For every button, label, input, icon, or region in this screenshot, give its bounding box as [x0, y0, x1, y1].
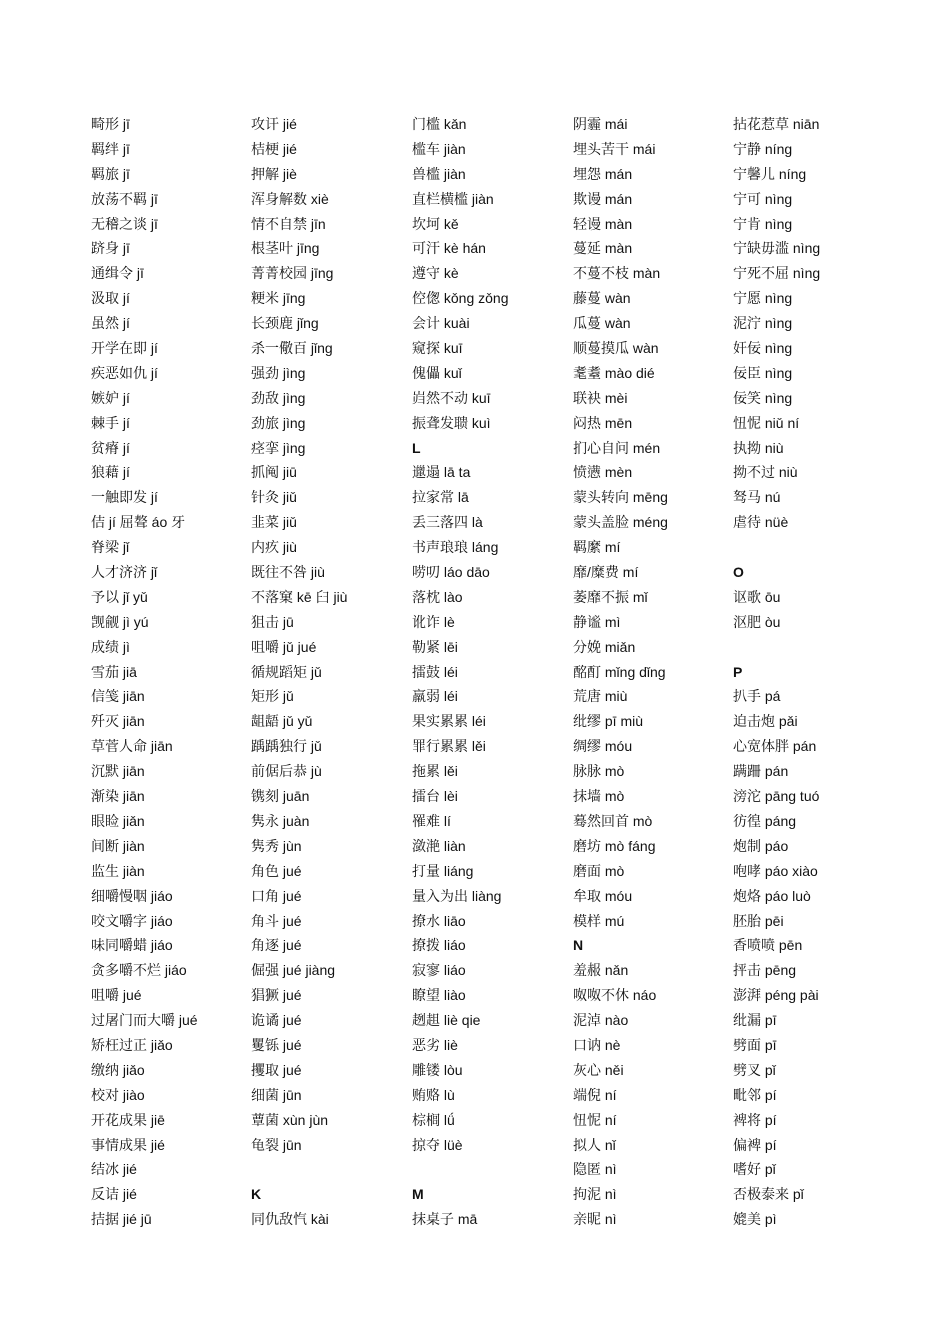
vocab-entry: 隽秀 jùn: [251, 837, 302, 854]
vocab-entry: 脉脉 mò: [573, 763, 625, 780]
vocab-entry: 拟人 nǐ: [573, 1136, 616, 1153]
vocab-entry: 执拗 niù: [733, 439, 784, 456]
vocab-entry: 予以 jǐ yǔ: [91, 588, 148, 605]
vocab-entry: 畸形 jī: [91, 116, 130, 132]
vocab-entry: 罪行累累 lěi: [412, 738, 486, 755]
vocab-entry: 跻身 jī: [91, 240, 130, 257]
vocab-entry: 趔趄 liè qie: [412, 1012, 481, 1029]
vocab-entry: 狙击 jū: [251, 613, 294, 630]
vocab-entry: 讴歌 ōu: [733, 588, 781, 605]
vocab-entry: 阴霾 mái: [573, 116, 628, 132]
vocab-entry: 擂鼓 léi: [412, 663, 458, 680]
vocab-entry: 唠叨 láo dāo: [412, 564, 490, 581]
vocab-entry: 耄耋 mào dié: [573, 364, 655, 381]
vocab-entry: 扒手 pá: [733, 688, 781, 705]
vocab-entry: 信笺 jiān: [91, 688, 145, 705]
vocab-entry: 振聋发聩 kuì: [412, 414, 491, 431]
vocab-entry: 咬文嚼字 jiáo: [91, 912, 173, 929]
letter-heading: M: [412, 1186, 424, 1203]
vocab-entry: 杀一儆百 jǐng: [251, 340, 333, 357]
vocab-entry: 菁菁校园 jīng: [251, 265, 334, 282]
vocab-entry: 纰缪 pī miù: [573, 713, 644, 730]
vocab-entry: 泥淖 nào: [573, 1012, 629, 1029]
vocab-entry: 埋头苦干 mái: [573, 140, 656, 157]
vocab-entry: 果实累累 léi: [412, 713, 486, 730]
vocab-entry: 情不自禁 jīn: [251, 215, 326, 232]
vocab-entry: 雕镂 lòu: [412, 1061, 463, 1078]
vocab-entry: 靡/糜费 mí: [573, 564, 639, 581]
letter-heading: K: [251, 1186, 262, 1203]
vocab-entry: 嗜好 pǐ: [733, 1161, 776, 1178]
vocab-entry: 不落窠 kē 臼 jiù: [251, 588, 348, 605]
vocab-entry: 倥偬 kǒng zǒng: [412, 290, 509, 307]
vocab-entry: 龟裂 jūn: [251, 1136, 302, 1153]
vocab-entry: 口角 jué: [251, 887, 302, 904]
vocab-entry: 押解 jiè: [251, 165, 297, 182]
vocab-entry: 开花成果 jiē: [91, 1111, 165, 1128]
vocab-entry: 瓜蔓 wàn: [573, 315, 631, 332]
vocab-entry: 针灸 jiǔ: [251, 489, 297, 506]
vocab-entry: 绸缪 móu: [573, 738, 633, 755]
vocab-entry: 过屠门而大嚼 jué: [91, 1012, 198, 1029]
vocab-entry: 事情成果 jié: [91, 1136, 165, 1153]
vocab-entry: 打量 liáng: [412, 862, 474, 879]
vocab-entry: 隐匿 nì: [573, 1161, 617, 1178]
vocab-entry: 缴纳 jiǎo: [91, 1061, 145, 1078]
vocab-entry: 攫取 jué: [251, 1061, 302, 1078]
vocab-entry: 拖累 lěi: [412, 763, 458, 780]
vocab-entry: 循规蹈矩 jǔ: [251, 663, 322, 680]
vocab-entry: 矫枉过正 jiǎo: [91, 1036, 173, 1053]
vocab-entry: 雪茄 jiā: [91, 663, 137, 680]
vocab-entry: 蕈菌 xùn jùn: [251, 1111, 329, 1128]
vocab-entry: 寂寥 liáo: [412, 962, 466, 979]
vocab-entry: 间断 jiàn: [91, 837, 145, 854]
vocab-entry: 口讷 nè: [573, 1036, 621, 1053]
vocab-entry: 龃龉 jǔ yǔ: [251, 713, 313, 730]
vocab-entry: 虐待 nüè: [733, 514, 789, 531]
vocab-entry: 萎靡不振 mǐ: [573, 588, 648, 605]
vocab-entry: 猖獗 jué: [251, 987, 302, 1004]
vocab-entry: 坎坷 kě: [412, 215, 459, 232]
vocab-entry: 勒紧 lēi: [412, 638, 458, 655]
entry-column-2: [251, 112, 411, 1232]
vocab-entry: 藤蔓 wàn: [573, 290, 631, 307]
vocab-entry: 扪心自问 mén: [573, 439, 661, 456]
vocab-entry: 疾恶如仇 jí: [91, 364, 158, 381]
vocab-entry: 泥泞 nìng: [733, 315, 793, 332]
vocab-entry: 反诘 jié: [91, 1186, 137, 1203]
vocab-entry: 咆哮 páo xiào: [733, 862, 818, 879]
vocab-entry: 矩形 jǔ: [251, 688, 294, 705]
vocab-entry: 无稽之谈 jī: [91, 215, 158, 232]
letter-heading: O: [733, 564, 744, 581]
vocab-entry: 会计 kuài: [412, 315, 470, 332]
vocab-entry: 宁愿 nìng: [733, 290, 793, 307]
vocab-entry: 埋怨 mán: [573, 165, 633, 182]
vocab-entry: 分娩 miǎn: [573, 638, 636, 655]
vocab-entry: 眼睑 jiǎn: [91, 812, 145, 829]
vocab-entry: 羁绊 jī: [91, 140, 130, 157]
vocab-entry: 贪多嚼不烂 jiáo: [91, 962, 187, 979]
vocab-entry: 羁旅 jī: [91, 165, 130, 182]
vocab-entry: 佞笑 nìng: [733, 389, 793, 406]
vocab-entry: 咀嚼 jǔ jué: [251, 638, 317, 655]
vocab-entry: 既往不咎 jiù: [251, 564, 325, 581]
vocab-entry: 宁肯 nìng: [733, 215, 793, 232]
vocab-entry: 窥探 kuī: [412, 340, 463, 357]
letter-heading: L: [412, 439, 421, 456]
vocab-entry: 脊梁 jǐ: [91, 539, 130, 556]
vocab-entry: 长颈鹿 jǐng: [251, 315, 319, 332]
vocab-entry: 宁静 níng: [733, 140, 793, 157]
vocab-entry: 不蔓不枝 màn: [573, 265, 661, 282]
vocab-entry: 闷热 mēn: [573, 414, 633, 431]
blank-line: [733, 635, 893, 660]
vocab-entry: 顺蔓摸瓜 wàn: [573, 340, 659, 357]
vocab-entry: 劲旅 jìng: [251, 414, 306, 431]
vocab-entry: 槛车 jiàn: [412, 140, 466, 157]
vocab-entry: 联袂 mèi: [573, 389, 628, 406]
vocab-entry: 抹墙 mò: [573, 788, 625, 805]
vocab-entry: 宁可 nìng: [733, 190, 793, 207]
vocab-entry: 掠夺 lüè: [412, 1136, 463, 1153]
vocab-entry: 恶劣 liè: [412, 1036, 458, 1053]
vocab-entry: 结冰 jié: [91, 1161, 137, 1178]
vocab-entry: 丢三落四 là: [412, 514, 483, 531]
vocab-entry: 劈面 pī: [733, 1036, 777, 1053]
vocab-entry: 香喷喷 pēn: [733, 937, 803, 954]
vocab-entry: 量入为出 liàng: [412, 887, 502, 904]
vocab-entry: 倔强 jué jiàng: [251, 962, 336, 979]
vocab-entry: 痉挛 jìng: [251, 439, 306, 456]
vocab-entry: 觊觎 jì yú: [91, 613, 149, 630]
vocab-entry: 忸怩 niǔ ní: [733, 414, 800, 431]
vocab-entry: 前倨后恭 jù: [251, 763, 322, 780]
vocab-entry: 狼藉 jí: [91, 464, 130, 481]
vocab-entry: 忸怩 ní: [573, 1111, 617, 1128]
vocab-entry: 角斗 jué: [251, 912, 302, 929]
vocab-entry: 细菌 jūn: [251, 1086, 302, 1103]
vocab-entry: 裨将 pí: [733, 1111, 777, 1128]
vocab-entry: 拉家常 lā: [412, 489, 469, 506]
vocab-entry: 亲昵 nì: [573, 1211, 617, 1228]
vocab-entry: 可汗 kè hán: [412, 240, 486, 257]
vocab-entry: 草菅人命 jiān: [91, 738, 173, 755]
vocab-entry: 奸佞 nìng: [733, 340, 793, 357]
vocab-entry: 潋滟 liàn: [412, 837, 466, 854]
vocab-entry: 滂沱 pāng tuó: [733, 788, 820, 805]
vocab-entry: 蔓延 màn: [573, 240, 633, 257]
vocab-entry: 炮制 páo: [733, 837, 789, 854]
vocab-entry: 蹒跚 pán: [733, 763, 789, 780]
vocab-entry: 贿赂 lù: [412, 1086, 455, 1103]
vocab-entry: 成绩 jì: [91, 638, 130, 655]
vocab-entry: 宁馨儿 níng: [733, 165, 807, 182]
vocab-entry: 轻谩 màn: [573, 215, 633, 232]
vocab-entry: 纰漏 pī: [733, 1012, 777, 1029]
vocab-entry: 驽马 nú: [733, 489, 781, 506]
vocab-entry: 撩拨 liáo: [412, 937, 466, 954]
vocab-entry: 抹桌子 mā: [412, 1211, 478, 1228]
vocab-entry: 同仇敌忾 kài: [251, 1211, 329, 1228]
vocab-entry: 蒙头盖脸 méng: [573, 514, 668, 531]
vocab-entry: 傀儡 kuǐ: [412, 364, 462, 381]
vocab-entry: 邋遢 lā ta: [412, 464, 471, 481]
vocab-entry: 羞赧 nǎn: [573, 962, 629, 979]
vocab-entry: 桔梗 jié: [251, 140, 297, 157]
entry-column-1: [91, 112, 251, 1232]
vocab-entry: 韭菜 jiǔ: [251, 514, 297, 531]
vocab-entry: 汲取 jí: [91, 290, 130, 307]
vocab-entry: 心宽体胖 pán: [733, 738, 817, 755]
vocab-entry: 门槛 kǎn: [412, 116, 467, 132]
vocab-entry: 迫击炮 pǎi: [733, 713, 798, 730]
vocab-entry: 校对 jiào: [91, 1086, 145, 1103]
vocab-entry: 瞭望 liào: [412, 987, 466, 1004]
vocab-entry: 镌刻 juān: [251, 788, 310, 805]
vocab-entry: 监生 jiàn: [91, 862, 145, 879]
vocab-entry: 落枕 lào: [412, 588, 463, 605]
vocab-entry: 直栏横槛 jiàn: [412, 190, 494, 207]
vocab-entry: 模样 mú: [573, 912, 625, 929]
vocab-entry: 胚胎 pēi: [733, 912, 784, 929]
vocab-entry: 沉默 jiān: [91, 763, 145, 780]
vocab-entry: 踽踽独行 jǔ: [251, 738, 322, 755]
vocab-entry: 书声琅琅 láng: [412, 539, 499, 556]
vocab-entry: 愤懑 mèn: [573, 464, 633, 481]
vocab-entry: 佶 jí 屈聱 áo 牙: [91, 514, 186, 531]
vocab-entry: 开学在即 jí: [91, 340, 158, 357]
entry-column-5: [733, 112, 893, 1232]
vocab-entry: 否极泰来 pǐ: [733, 1186, 804, 1203]
vocab-entry: 磨坊 mò fáng: [573, 837, 656, 854]
vocab-entry: 荒唐 miù: [573, 688, 628, 705]
vocab-entry: 内疚 jiù: [251, 539, 297, 556]
entry-column-3: [412, 112, 572, 1232]
blank-line: [251, 1157, 411, 1182]
vocab-entry: 粳米 jīng: [251, 290, 306, 307]
vocab-entry: 细嚼慢咽 jiáo: [91, 887, 173, 904]
vocab-entry: 羸弱 léi: [412, 688, 458, 705]
vocab-entry: 一触即发 jí: [91, 489, 158, 506]
vocab-entry: 劈叉 pǐ: [733, 1061, 776, 1078]
vocab-entry: 棘手 jí: [91, 414, 130, 431]
vocab-entry: 拗不过 niù: [733, 464, 798, 481]
vocab-entry: 牟取 móu: [573, 887, 633, 904]
vocab-entry: 羁縻 mí: [573, 539, 621, 556]
vocab-entry: 蒙头转向 mēng: [573, 489, 668, 506]
vocab-entry: 岿然不动 kuī: [412, 389, 491, 406]
vocab-entry: 撩水 liāo: [412, 912, 466, 929]
vocab-entry: 矍铄 jué: [251, 1036, 302, 1053]
vocab-entry: 渐染 jiān: [91, 788, 145, 805]
letter-heading: N: [573, 937, 584, 954]
vocab-entry: 媲美 pì: [733, 1211, 777, 1228]
vocab-entry: 歼灭 jiān: [91, 713, 145, 730]
vocab-entry: 浑身解数 xiè: [251, 190, 329, 207]
vocab-entry: 虽然 jí: [91, 315, 130, 332]
vocab-entry: 端倪 ní: [573, 1086, 617, 1103]
vocab-entry: 兽槛 jiàn: [412, 165, 466, 182]
vocab-entry: 劲敌 jìng: [251, 389, 306, 406]
vocab-entry: 抨击 pēng: [733, 962, 797, 979]
vocab-entry: 拮据 jié jū: [91, 1211, 152, 1228]
blank-line: [412, 1157, 572, 1182]
entry-column-4: [573, 112, 733, 1232]
vocab-entry: 放荡不羁 jī: [91, 190, 158, 207]
vocab-entry: 通缉令 jī: [91, 265, 144, 282]
vocab-entry: 角逐 jué: [251, 937, 302, 954]
vocab-entry: 蓦然回首 mò: [573, 812, 653, 829]
vocab-entry: 角色 jué: [251, 862, 302, 879]
vocab-entry: 灰心 něi: [573, 1061, 624, 1078]
vocab-entry: 嫉妒 jí: [91, 389, 130, 406]
vocab-entry: 酩酊 mǐng dǐng: [573, 663, 666, 680]
blank-line: [733, 535, 893, 560]
vocab-entry: 遵守 kè: [412, 265, 459, 282]
vocab-entry: 隽永 juàn: [251, 812, 310, 829]
vocab-entry: 强劲 jìng: [251, 364, 306, 381]
vocab-entry: 宁死不屈 nìng: [733, 265, 821, 282]
vocab-entry: 罹难 lí: [412, 812, 451, 829]
vocab-entry: 味同嚼蜡 jiáo: [91, 937, 173, 954]
vocab-entry: 磨面 mò: [573, 862, 625, 879]
vocab-entry: 欺谩 mán: [573, 190, 633, 207]
vocab-entry: 彷徨 páng: [733, 812, 797, 829]
vocab-entry: 拈花惹草 niān: [733, 116, 820, 132]
vocab-entry: 炮烙 páo luò: [733, 887, 811, 904]
vocab-entry: 沤肥 òu: [733, 613, 781, 630]
vocab-entry: 抓阄 jiū: [251, 464, 297, 481]
vocab-entry: 擂台 lèi: [412, 788, 458, 805]
vocab-entry: 静谧 mì: [573, 613, 621, 630]
vocab-entry: 棕榈 lǘ: [412, 1111, 455, 1128]
vocab-entry: 毗邻 pí: [733, 1086, 777, 1103]
vocab-entry: 讹诈 lè: [412, 613, 455, 630]
vocab-entry: 宁缺毋滥 nìng: [733, 240, 821, 257]
vocab-entry: 咀嚼 jué: [91, 987, 142, 1004]
vocab-entry: 人才济济 jǐ: [91, 564, 158, 581]
vocab-entry: 攻讦 jié: [251, 116, 297, 132]
vocab-entry: 呶呶不休 náo: [573, 987, 657, 1004]
vocab-entry: 贫瘠 jí: [91, 439, 130, 456]
vocab-entry: 澎湃 péng pài: [733, 987, 819, 1004]
vocab-entry: 佞臣 nìng: [733, 364, 793, 381]
vocab-entry: 根茎叶 jīng: [251, 240, 320, 257]
vocab-entry: 偏裨 pí: [733, 1136, 777, 1153]
vocab-entry: 诡谲 jué: [251, 1012, 302, 1029]
letter-heading: P: [733, 663, 743, 680]
vocab-entry: 拘泥 nì: [573, 1186, 617, 1203]
